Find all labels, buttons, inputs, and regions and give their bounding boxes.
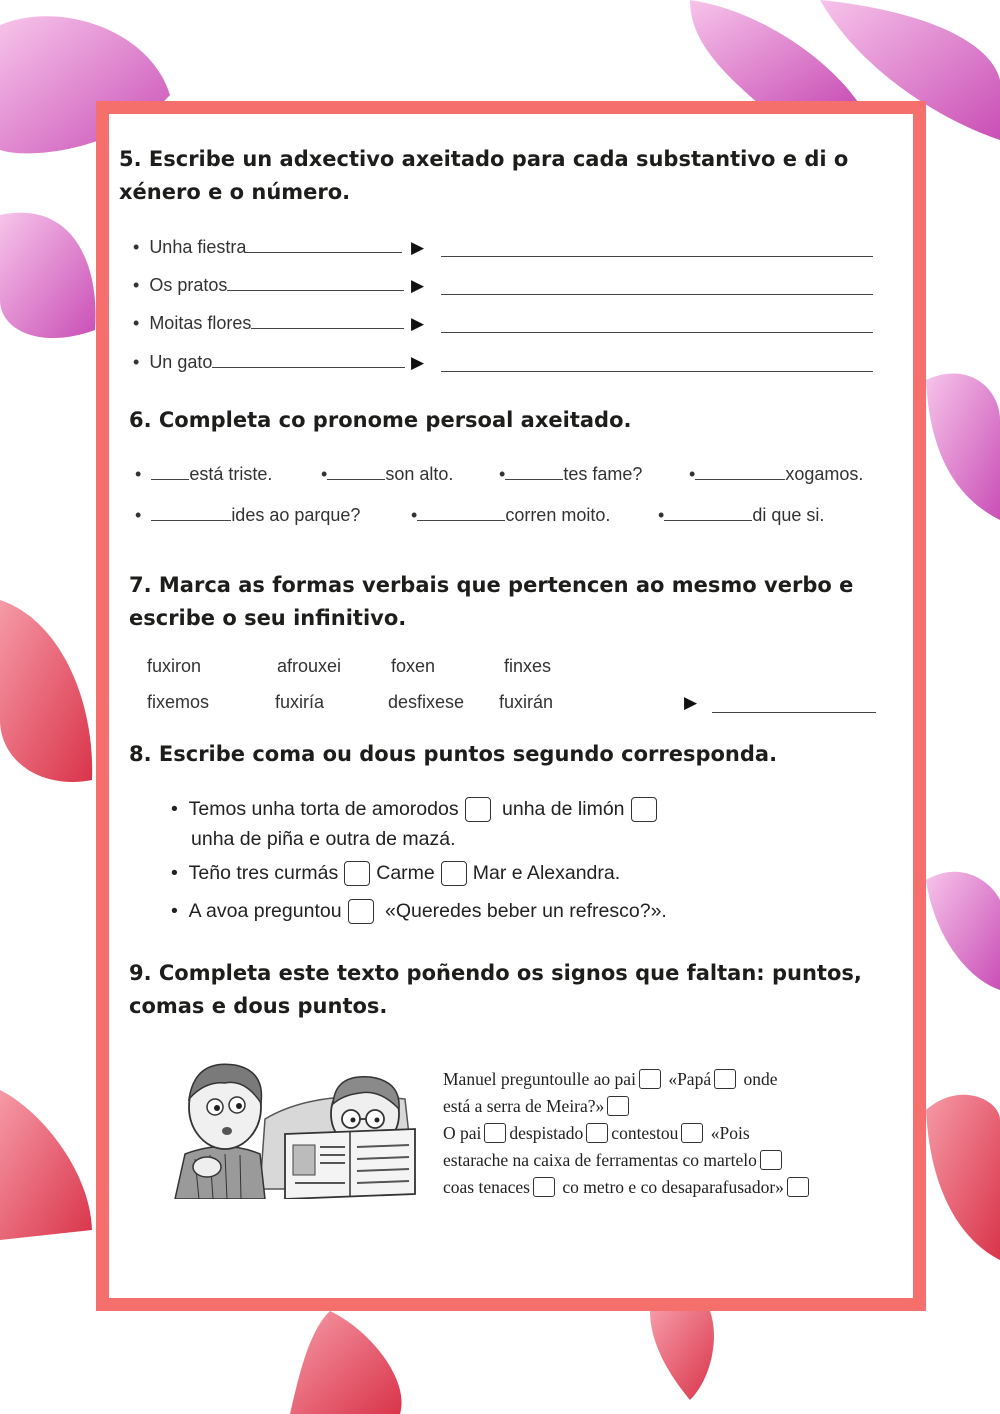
punctuation-box[interactable] (586, 1123, 608, 1143)
petal (926, 374, 1000, 520)
punctuation-box[interactable] (714, 1069, 736, 1089)
worksheet-card (96, 101, 926, 1311)
petal (0, 1090, 92, 1240)
punctuation-box[interactable] (760, 1150, 782, 1170)
petal (0, 600, 92, 782)
punctuation-box[interactable] (607, 1096, 629, 1116)
verb-form[interactable]: fuxirán (499, 692, 554, 712)
ex6-item: • son alto. (321, 464, 454, 484)
infinitive-answer-line[interactable] (712, 712, 876, 713)
arrow-icon: ▶ (684, 693, 698, 712)
exercise-9-title: 9. Completa este texto poñendo os signos que faltan: puntos, comas e dous puntos. (129, 961, 862, 1018)
verb-form[interactable]: fuxiría (275, 692, 325, 712)
punctuation-box[interactable] (631, 797, 657, 822)
ex8-sentence-3: • A avoa preguntou «Queredes beber un refresco?». (171, 896, 667, 926)
ex6-item: • corren moito. (411, 505, 611, 525)
ex9-text-line-3: O pai despistado contestou «Pois (443, 1123, 750, 1143)
ex6-item: • xogamos. (689, 464, 864, 484)
ex5-item-2: • Os pratos (133, 275, 404, 296)
ex6-item: • tes fame? (499, 464, 643, 484)
arrow-icon: ▶ (411, 353, 425, 372)
ex5-answer-line-3[interactable] (441, 332, 873, 333)
petal (290, 1311, 402, 1414)
petal (926, 1095, 1000, 1260)
ex9-text-line-4: estarache na caixa de ferramentas co martelo (443, 1147, 785, 1174)
punctuation-box[interactable] (348, 899, 374, 924)
ex9-text-line-5: coas tenaces co metro e co desaparafusador» (443, 1174, 812, 1201)
punctuation-box[interactable] (639, 1069, 661, 1089)
verb-form[interactable]: finxes (504, 656, 552, 676)
ex9-text-line-1: Manuel preguntoulle ao pai «Papá onde (443, 1069, 778, 1089)
ex5-item-1: • Unha fiestra (133, 237, 402, 258)
verb-form[interactable]: desfixese (388, 692, 465, 712)
ex6-item: • está triste. (135, 464, 273, 484)
ex8-sentence-1-cont: unha de piña e outra de mazá. (191, 828, 456, 850)
verb-form[interactable]: fuxiron (147, 656, 202, 676)
petal (650, 1311, 714, 1400)
punctuation-box[interactable] (681, 1123, 703, 1143)
ex5-answer-line-4[interactable] (441, 371, 873, 372)
ex5-answer-line-1[interactable] (441, 256, 873, 257)
verb-form[interactable]: foxen (391, 656, 436, 676)
ex9-text-line-2: está a serra de Meira?» (443, 1093, 632, 1120)
punctuation-box[interactable] (787, 1177, 809, 1197)
punctuation-box[interactable] (484, 1123, 506, 1143)
punctuation-box[interactable] (344, 861, 370, 886)
arrow-icon: ▶ (411, 238, 425, 257)
ex8-sentence-1: • Temos unha torta de amorodos unha de limón (171, 794, 663, 824)
ex5-item-3: • Moitas flores (133, 313, 404, 334)
arrow-icon: ▶ (411, 276, 425, 295)
ex5-item-4: • Un gato (133, 352, 405, 373)
ex6-item: • di que si. (658, 505, 825, 525)
exercise-8-title: 8. Escribe coma ou dous puntos segundo corresponda. (129, 742, 778, 766)
ex8-sentence-2: • Teño tres curmás Carme Mar e Alexandra. (171, 858, 620, 888)
punctuation-box[interactable] (465, 797, 491, 822)
exercise-5-title: 5. Escribe un adxectivo axeitado para cada substantivo e di o xénero e o número. (119, 147, 849, 204)
exercise-7-title: 7. Marca as formas verbais que pertencen ao mesmo verbo e escribe o seu infinitivo. (129, 573, 854, 630)
illustration-boy-and-father-reading (165, 1059, 419, 1199)
verb-form[interactable]: fixemos (147, 692, 210, 712)
exercise-6-title: 6. Completa co pronome persoal axeitado. (129, 408, 632, 432)
punctuation-box[interactable] (441, 861, 467, 886)
punctuation-box[interactable] (533, 1177, 555, 1197)
verb-form[interactable]: afrouxei (277, 656, 342, 676)
arrow-icon: ▶ (411, 314, 425, 333)
petal (0, 213, 96, 338)
ex6-item: • ides ao parque? (135, 505, 361, 525)
ex5-answer-line-2[interactable] (441, 294, 873, 295)
petal (926, 872, 1000, 990)
